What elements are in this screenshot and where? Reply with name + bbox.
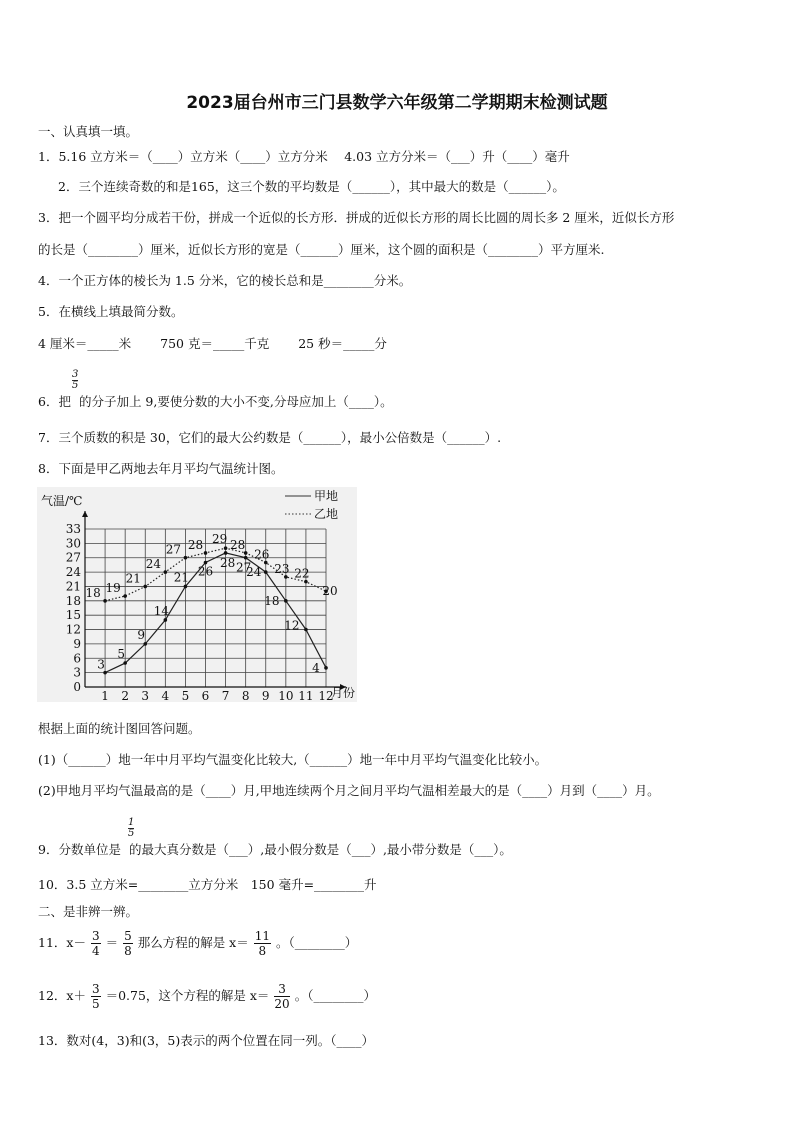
series-jia-data-label: 28 bbox=[219, 555, 236, 570]
y-tick-label: 24 bbox=[65, 565, 81, 580]
series-yi-point bbox=[184, 556, 188, 560]
question-6-fraction: 3 5 bbox=[72, 369, 79, 391]
question-11 bbox=[38, 930, 357, 957]
question-12 bbox=[38, 983, 376, 1010]
question-3-line2: 的长是（________）厘米，近似长方形的宽是（______）厘米，这个圆的面积是（________）平方厘米. bbox=[38, 242, 605, 257]
x-tick-label: 3 bbox=[141, 689, 150, 702]
question-10: 10．3.5 立方米=________立方分米 150 毫升=________升 bbox=[38, 877, 377, 892]
series-jia-point bbox=[143, 642, 147, 646]
series-yi-data-label: 18 bbox=[85, 585, 101, 600]
series-jia-data-label: 26 bbox=[197, 564, 214, 579]
question-11-part-b: ＝ bbox=[105, 935, 119, 950]
series-yi-data-label: 28 bbox=[230, 537, 246, 552]
x-tick-label: 1 bbox=[101, 689, 109, 702]
series-jia-point bbox=[123, 661, 127, 665]
series-yi-point bbox=[224, 546, 228, 550]
temperature-line-chart bbox=[37, 487, 357, 702]
question-4: 4．一个正方体的棱长为 1.5 分米，它的棱长总和是________分米。 bbox=[38, 273, 412, 288]
series-jia-data-label: 12 bbox=[284, 618, 300, 633]
question-11-part-a: 11．x－ bbox=[38, 935, 86, 950]
series-yi-data-label: 28 bbox=[187, 537, 204, 552]
series-yi-data-label: 20 bbox=[322, 584, 338, 599]
question-9-prefix: 9．分数单位是 bbox=[38, 842, 121, 857]
series-yi-data-label: 24 bbox=[145, 557, 161, 572]
question-13: 13．数对(4，3)和(3，5)表示的两个位置在同一列。（____） bbox=[38, 1033, 374, 1048]
x-tick-label: 9 bbox=[261, 689, 270, 702]
x-tick-label: 10 bbox=[278, 689, 294, 702]
series-jia-point bbox=[324, 666, 328, 670]
fraction-5-8: $\frac{5}{8}$ bbox=[124, 929, 132, 958]
question-5: 5．在横线上填最简分数。 bbox=[38, 304, 184, 319]
series-jia-data-label: 5 bbox=[117, 647, 125, 662]
section-2-heading: 二、是非辨一辨。 bbox=[38, 904, 139, 919]
series-jia-point bbox=[244, 556, 248, 560]
x-tick-label: 5 bbox=[181, 689, 190, 702]
question-1: 1．5.16 立方米＝（____）立方米（____）立方分米 4.03 立方分米＝（___）升（____）毫升 bbox=[38, 149, 570, 164]
series-yi-data-label: 21 bbox=[125, 571, 141, 586]
y-tick-label: 6 bbox=[73, 651, 81, 666]
question-5-blanks: 4 厘米＝_____米 750 克＝_____千克 25 秒＝_____分 bbox=[38, 336, 387, 351]
fraction-3-20: $\frac{3}{20}$ bbox=[274, 982, 290, 1011]
x-tick-label: 6 bbox=[201, 689, 210, 702]
chart-instruction: 根据上面的统计图回答问题。 bbox=[38, 721, 201, 736]
y-axis-label: 气温/℃ bbox=[41, 494, 83, 508]
legend-label-jia: 甲地 bbox=[314, 489, 339, 503]
series-jia-point bbox=[264, 570, 268, 574]
series-jia-data-label: 21 bbox=[173, 570, 190, 585]
y-tick-label: 21 bbox=[65, 579, 81, 594]
series-jia-point bbox=[184, 585, 188, 589]
question-6-rest: 的分子加上 9,要使分数的大小不变,分母应加上（____）。 bbox=[78, 394, 393, 409]
y-tick-label: 27 bbox=[65, 550, 81, 565]
question-6-prefix: 6．把 bbox=[38, 394, 71, 409]
question-11-part-c: 那么方程的解是 x＝ bbox=[137, 935, 249, 950]
x-tick-label: 7 bbox=[221, 689, 230, 702]
question-6 bbox=[38, 392, 393, 410]
series-yi-data-label: 27 bbox=[165, 542, 182, 557]
x-tick-label: 4 bbox=[161, 689, 170, 702]
y-tick-label: 12 bbox=[65, 622, 81, 637]
question-8-part-2: (2)甲地月平均气温最高的是（____）月,甲地连续两个月之间月平均气温相差最大的是（____）月到（____）月。 bbox=[38, 783, 660, 798]
series-jia-data-label: 24 bbox=[246, 565, 262, 580]
series-jia-point bbox=[224, 551, 228, 555]
series-jia-point bbox=[284, 599, 288, 603]
question-12-part-c: 。（________） bbox=[294, 988, 376, 1003]
series-yi-point bbox=[103, 599, 107, 603]
x-tick-label: 11 bbox=[298, 689, 314, 702]
y-tick-label: 15 bbox=[65, 608, 81, 623]
series-jia-data-label: 18 bbox=[264, 593, 280, 608]
y-tick-label: 3 bbox=[73, 665, 81, 680]
question-9-rest: 的最大真分数是（___）,最小假分数是（___）,最小带分数是（___）。 bbox=[128, 842, 512, 857]
question-9 bbox=[38, 840, 512, 858]
series-yi-point bbox=[123, 594, 127, 598]
series-yi-data-label: 23 bbox=[274, 561, 290, 576]
series-jia-data-label: 9 bbox=[137, 627, 146, 642]
series-jia-data-label: 4 bbox=[312, 660, 320, 675]
series-yi-point bbox=[204, 551, 208, 555]
question-3-line1: 3．把一个圆平均分成若干份，拼成一个近似的长方形．拼成的近似长方形的周长比圆的周长多 2 厘米，近似长方形 bbox=[38, 210, 675, 225]
y-tick-label: 9 bbox=[73, 636, 81, 651]
y-tick-label: 0 bbox=[73, 680, 81, 694]
x-tick-label: 8 bbox=[241, 689, 250, 702]
series-jia-point bbox=[304, 628, 308, 632]
question-11-part-d: 。（________） bbox=[275, 935, 358, 950]
series-jia-data-label: 27 bbox=[236, 560, 252, 575]
legend-label-yi: 乙地 bbox=[314, 507, 339, 521]
x-tick-label: 2 bbox=[121, 689, 129, 702]
question-8: 8．下面是甲乙两地去年月平均气温统计图。 bbox=[38, 461, 284, 476]
series-yi-data-label: 19 bbox=[105, 581, 121, 596]
fraction-3-4: $\frac{3}{4}$ bbox=[91, 929, 100, 958]
series-yi-data-label: 26 bbox=[254, 547, 270, 562]
x-axis-label: 月份 bbox=[331, 686, 356, 700]
question-9-fraction: 1 5 bbox=[128, 817, 135, 839]
series-yi-data-label: 22 bbox=[294, 566, 310, 581]
y-tick-label: 33 bbox=[65, 522, 81, 536]
fraction-11-8: $\frac{11}{8}$ bbox=[254, 929, 270, 958]
series-jia-point bbox=[164, 618, 168, 622]
page-title: 2023届台州市三门县数学六年级第二学期期末检测试题 bbox=[186, 93, 608, 113]
y-tick-label: 30 bbox=[65, 536, 81, 551]
question-8-part-1: (1)（______）地一年中月平均气温变化比较大,（______）地一年中月平均气温变化比较小。 bbox=[38, 752, 548, 767]
question-12-part-b: ＝0.75，这个方程的解是 x＝ bbox=[105, 988, 270, 1003]
y-tick-label: 18 bbox=[65, 593, 81, 608]
section-1-heading: 一、认真填一填。 bbox=[38, 124, 139, 139]
question-12-part-a: 12．x＋ bbox=[38, 988, 86, 1003]
series-jia-data-label: 14 bbox=[153, 603, 169, 618]
series-yi-point bbox=[164, 570, 168, 574]
x-tick-label: 12 bbox=[318, 689, 334, 702]
question-2: 2．三个连续奇数的和是165，这三个数的平均数是（______），其中最大的数是（______）。 bbox=[58, 179, 565, 194]
question-7: 7．三个质数的积是 30，它们的最大公约数是（______），最小公倍数是（______）. bbox=[38, 430, 502, 445]
fraction-3-5: $\frac{3}{5}$ bbox=[91, 982, 100, 1011]
series-yi-data-label: 29 bbox=[211, 532, 228, 547]
series-yi-point bbox=[143, 585, 147, 589]
series-jia-data-label: 3 bbox=[97, 657, 105, 672]
